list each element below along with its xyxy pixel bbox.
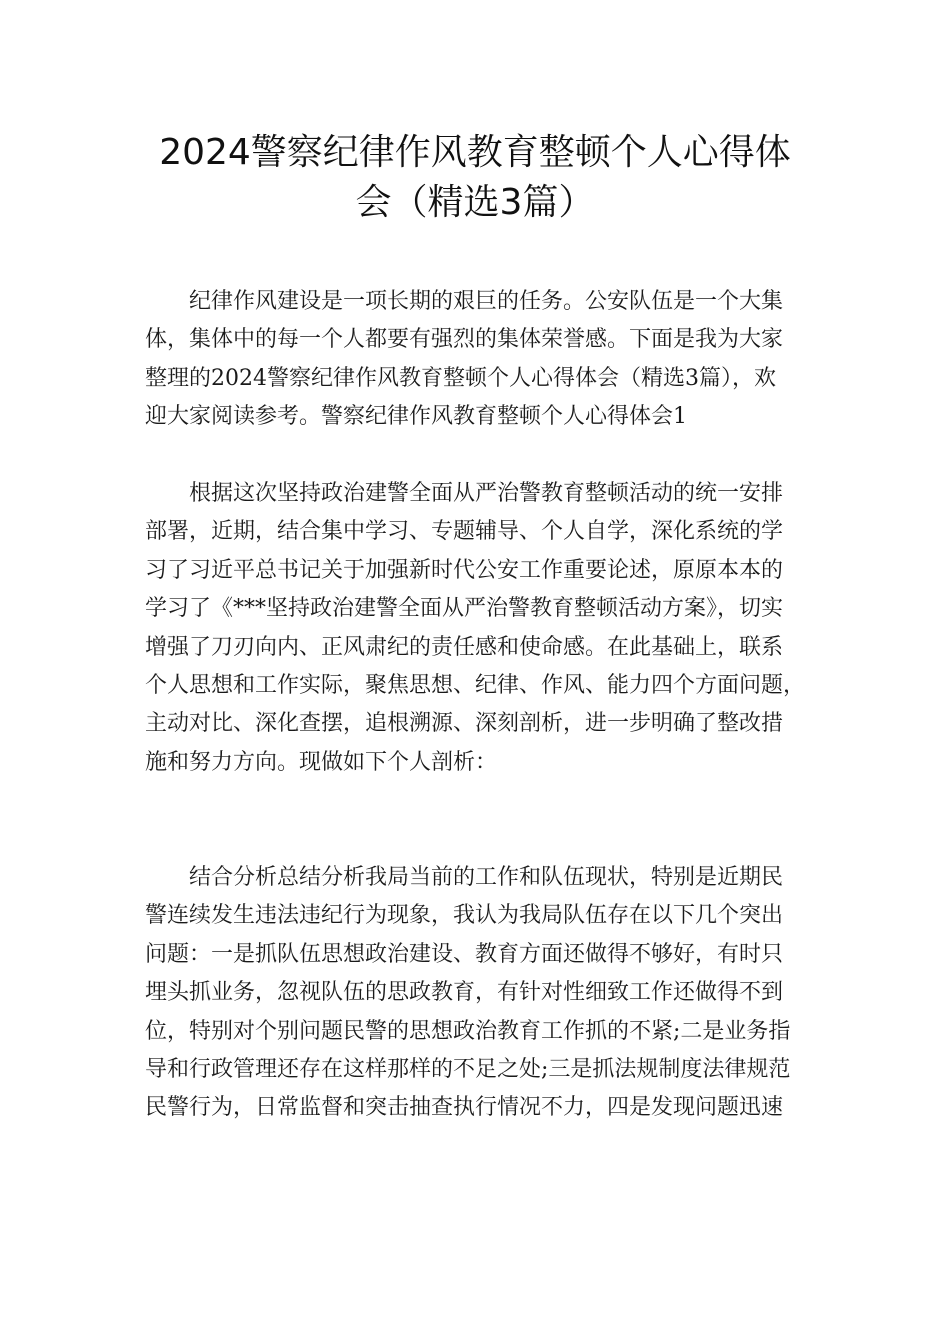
paragraph-line: 整理的2024警察纪律作风教育整顿个人心得体会（精选3篇），欢 [145,365,776,391]
paragraph-line: 个人思想和工作实际，聚焦思想、纪律、作风、能力四个方面问题， [145,673,806,699]
paragraph-line: 民警行为，日常监督和突击抽查执行情况不力，四是发现问题迅速 [145,1095,784,1121]
document-title [120,128,830,228]
paragraph-line: 主动对比、深化查摆，追根溯源、深刻剖析，进一步明确了整改措 [145,711,784,737]
paragraph-line: 体，集体中的每一个人都要有强烈的集体荣誉感。下面是我为大家 [145,327,784,353]
title-line: 2024警察纪律作风教育整顿个人心得体 [159,132,791,173]
paragraph-line: 迎大家阅读参考。警察纪律作风教育整顿个人心得体会1 [145,404,687,430]
paragraph-line: 位，特别对个别问题民警的思想政治教育工作抓的不紧;二是业务指 [145,1018,791,1044]
paragraph-analysis [145,859,825,1128]
paragraph-line: 问题：一是抓队伍思想政治建设、教育方面还做得不够好，有时只 [145,941,784,967]
paragraph-line: 根据这次坚持政治建警全面从严治警教育整顿活动的统一安排 [189,481,784,506]
paragraph-line: 纪律作风建设是一项长期的艰巨的任务。公安队伍是一个大集 [189,289,784,314]
paragraph-line: 结合分析总结分析我局当前的工作和队伍现状，特别是近期民 [189,865,784,890]
paragraph-line: 习了习近平总书记关于加强新时代公安工作重要论述，原原本本的 [145,557,784,583]
paragraph-background [145,475,825,782]
paragraph-line: 施和努力方向。现做如下个人剖析： [145,749,498,775]
paragraph-line: 警连续发生违法违纪行为现象，我认为我局队伍存在以下几个突出 [145,903,784,929]
paragraph-line: 部署，近期，结合集中学习、专题辅导、个人自学，深化系统的学 [145,519,784,545]
paragraph-line: 导和行政管理还存在这样那样的不足之处;三是抓法规制度法律规范 [145,1057,791,1083]
paragraph-line: 埋头抓业务，忽视队伍的思政教育，有针对性细致工作还做得不到 [145,980,784,1006]
paragraph-line: 学习了《***坚持政治建警全面从严治警教育整顿活动方案》，切实 [145,596,784,622]
title-line: 会（精选3篇） [355,182,595,223]
paragraph-intro [145,283,825,437]
paragraph-line: 增强了刀刃向内、正风肃纪的责任感和使命感。在此基础上，联系 [145,634,784,660]
